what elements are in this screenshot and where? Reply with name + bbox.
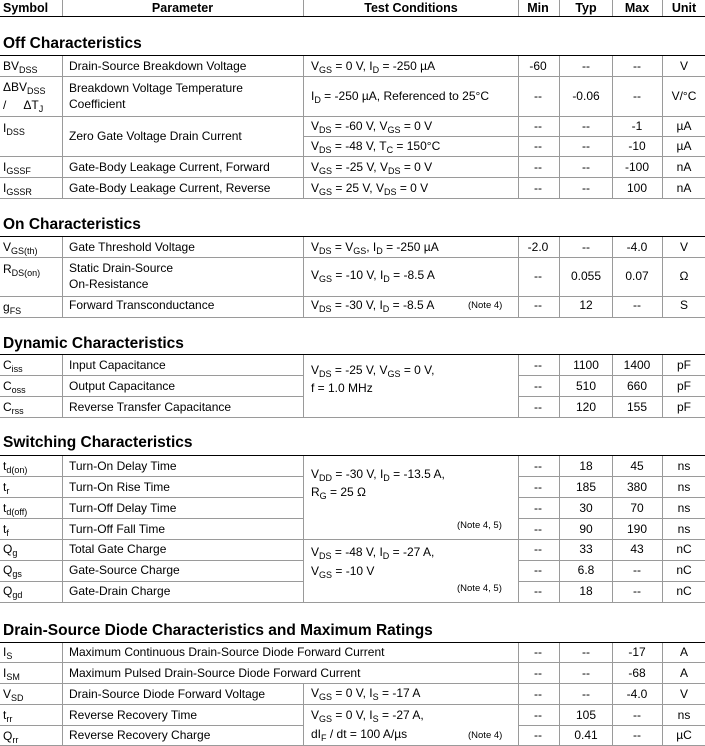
- row-rule: [0, 296, 705, 297]
- param-rdson-line2: On-Resistance: [69, 277, 149, 291]
- cond-vsd: $V_{GS} = 0$ V, $I_S = -17$ A: [311, 686, 421, 702]
- row-rule: [0, 375, 303, 376]
- param-dbv-line2: Coefficient: [69, 97, 126, 111]
- column-divider: [303, 684, 304, 745]
- cond-recovery-line1: $V_{GS} = 0$ V, $I_S = -27$ A,: [311, 708, 424, 724]
- row-rule: [0, 76, 705, 77]
- unit-tdoff: ns: [677, 501, 691, 515]
- column-divider: [62, 56, 63, 198]
- min-idss-1: --: [534, 119, 542, 133]
- unit-dbv: V/°C: [671, 89, 697, 103]
- header-min: Min: [527, 1, 549, 15]
- cond-recovery-line2: $dI_F$ / dt = 100 A/µs: [311, 727, 408, 743]
- column-divider: [518, 237, 519, 317]
- symbol-tdon: $t_{d(on)}$: [3, 459, 28, 475]
- symbol-qrr: $Q_{rr}$: [3, 729, 19, 745]
- symbol-tr: $t_r$: [3, 480, 10, 496]
- note-gfs: (Note 4): [468, 300, 503, 311]
- cond-igssf: $V_{GS} = -25$ V, $V_{DS} = 0$ V: [311, 160, 433, 176]
- symbol-tf: $t_f$: [3, 522, 9, 538]
- typ-trr: 105: [575, 708, 597, 722]
- row-rule: [0, 198, 705, 199]
- column-divider: [559, 355, 560, 417]
- header-unit: Unit: [671, 1, 697, 15]
- unit-bvdss: V: [679, 59, 688, 73]
- min-qg: --: [534, 542, 542, 556]
- param-qgd: Gate-Drain Charge: [69, 584, 171, 598]
- min-vgsth: -2.0: [527, 240, 549, 254]
- cond-switching-line1: $V_{DD} = -30$ V, $I_D = -13.5$ A,: [311, 467, 445, 483]
- header-max: Max: [624, 1, 650, 15]
- typ-tdoff: 30: [579, 501, 593, 515]
- row-rule: [0, 476, 303, 477]
- unit-ciss: pF: [676, 358, 691, 372]
- column-divider: [559, 237, 560, 317]
- min-tdon: --: [534, 459, 542, 473]
- typ-dbv: -0.06: [572, 89, 600, 103]
- symbol-ciss: $C_{iss}$: [3, 358, 23, 374]
- cond-dbv: $I_D = -250$ µA, Referenced to 25°C: [311, 89, 489, 105]
- max-qg: 43: [630, 542, 644, 556]
- symbol-vgsth: $V_{GS(th)}$: [3, 240, 38, 256]
- note-charge: (Note 4, 5): [457, 583, 502, 594]
- row-rule: [0, 581, 303, 582]
- symbol-tdoff: $t_{d(off)}$: [3, 501, 28, 517]
- unit-trr: ns: [677, 708, 691, 722]
- min-is: --: [534, 645, 542, 659]
- unit-crss: pF: [676, 400, 691, 414]
- typ-idss-2: --: [582, 139, 590, 153]
- row-rule: [0, 662, 705, 663]
- max-tdoff: 70: [630, 501, 644, 515]
- cond-rdson: $V_{GS} = -10$ V, $I_D = -8.5$ A: [311, 268, 435, 284]
- cond-igssr: $V_{GS} = 25$ V, $V_{DS} = 0$ V: [311, 181, 429, 197]
- note-switching: (Note 4, 5): [457, 520, 502, 531]
- typ-qgs: 6.8: [577, 563, 595, 577]
- header-divider: [518, 0, 519, 16]
- unit-is: A: [679, 645, 688, 659]
- unit-tdon: ns: [677, 459, 691, 473]
- cond-switching-line2: $R_G = 25$ Ω: [311, 485, 367, 501]
- min-igssf: --: [534, 160, 542, 174]
- column-divider: [303, 56, 304, 198]
- max-tf: 190: [626, 522, 648, 536]
- param-gfs: Forward Transconductance: [69, 298, 215, 312]
- header-divider: [612, 0, 613, 16]
- max-ciss: 1400: [623, 358, 651, 372]
- max-is: -17: [628, 645, 646, 659]
- column-divider: [662, 456, 663, 602]
- max-coss: 660: [626, 379, 648, 393]
- max-qgs: --: [633, 563, 641, 577]
- typ-bvdss: --: [582, 59, 590, 73]
- max-idss-2: -10: [628, 139, 646, 153]
- unit-tf: ns: [677, 522, 691, 536]
- max-crss: 155: [626, 400, 648, 414]
- min-qgd: --: [534, 584, 542, 598]
- symbol-igssf: $I_{GSSF}$: [3, 160, 31, 176]
- param-ciss: Input Capacitance: [69, 358, 166, 372]
- param-igssf: Gate-Body Leakage Current, Forward: [69, 160, 270, 174]
- section-title-diode: Drain-Source Diode Characteristics and Maximum Ratings: [3, 622, 433, 639]
- min-trr: --: [534, 708, 542, 722]
- unit-qg: nC: [676, 542, 692, 556]
- param-rdson-line1: Static Drain-Source: [69, 261, 174, 275]
- param-bvdss: Drain-Source Breakdown Voltage: [69, 59, 247, 73]
- max-qrr: --: [633, 728, 641, 742]
- min-bvdss: -60: [529, 59, 547, 73]
- column-divider: [662, 643, 663, 745]
- symbol-coss: $C_{oss}$: [3, 379, 26, 395]
- min-qgs: --: [534, 563, 542, 577]
- row-rule: [0, 497, 303, 498]
- header-divider: [303, 0, 304, 16]
- column-divider: [612, 56, 613, 198]
- symbol-ism: $I_{SM}$: [3, 666, 20, 682]
- max-qgd: --: [633, 584, 641, 598]
- param-vgsth: Gate Threshold Voltage: [69, 240, 195, 254]
- column-divider: [662, 56, 663, 198]
- max-vsd: -4.0: [626, 687, 648, 701]
- row-rule: [0, 417, 705, 418]
- max-igssf: -100: [624, 160, 650, 174]
- min-crss: --: [534, 400, 542, 414]
- param-tf: Turn-Off Fall Time: [69, 522, 166, 536]
- param-coss: Output Capacitance: [69, 379, 176, 393]
- max-ism: -68: [628, 666, 646, 680]
- row-rule: [0, 539, 705, 540]
- section-rule: [0, 354, 705, 355]
- unit-qgd: nC: [676, 584, 692, 598]
- unit-gfs: S: [679, 298, 688, 312]
- header-parameter: Parameter: [151, 1, 214, 15]
- min-tdoff: --: [534, 501, 542, 515]
- max-gfs: --: [633, 298, 641, 312]
- param-qrr: Reverse Recovery Charge: [69, 728, 211, 742]
- symbol-bvdss: $BV_{DSS}$: [3, 59, 38, 75]
- column-divider: [62, 355, 63, 417]
- header-divider: [662, 0, 663, 16]
- symbol-trr: $t_{rr}$: [3, 708, 13, 724]
- row-rule: [0, 704, 705, 705]
- min-igssr: --: [534, 181, 542, 195]
- row-rule: [0, 518, 303, 519]
- param-qg: Total Gate Charge: [69, 542, 167, 556]
- row-rule: [303, 136, 705, 137]
- min-tr: --: [534, 480, 542, 494]
- section-title-dynamic: Dynamic Characteristics: [3, 335, 184, 352]
- typ-vsd: --: [582, 687, 590, 701]
- column-divider: [518, 643, 519, 745]
- min-coss: --: [534, 379, 542, 393]
- column-divider: [518, 56, 519, 198]
- column-divider: [612, 643, 613, 745]
- symbol-dbv-tj: / $\Delta T_J$: [3, 98, 44, 114]
- column-divider: [62, 237, 63, 317]
- unit-igssf: nA: [676, 160, 692, 174]
- max-idss-1: -1: [631, 119, 643, 133]
- min-gfs: --: [534, 298, 542, 312]
- row-rule: [0, 116, 705, 117]
- min-idss-2: --: [534, 139, 542, 153]
- unit-igssr: nA: [676, 181, 692, 195]
- typ-vgsth: --: [582, 240, 590, 254]
- section-title-off: Off Characteristics: [3, 35, 142, 52]
- symbol-idss: $I_{DSS}$: [3, 121, 25, 137]
- typ-tdon: 18: [579, 459, 593, 473]
- section-rule: [0, 642, 705, 643]
- symbol-qg: $Q_g$: [3, 542, 18, 558]
- header-divider: [62, 0, 63, 16]
- column-divider: [662, 237, 663, 317]
- cond-idss-1: $V_{DS} = -60$ V, $V_{GS} = 0$ V: [311, 119, 433, 135]
- cond-charge-line2: $V_{GS} = -10$ V: [311, 564, 375, 580]
- max-igssr: 100: [626, 181, 648, 195]
- note-recovery: (Note 4): [468, 730, 503, 741]
- symbol-crss: $C_{rss}$: [3, 400, 24, 416]
- typ-tr: 185: [575, 480, 597, 494]
- min-ism: --: [534, 666, 542, 680]
- column-divider: [662, 355, 663, 417]
- row-rule: [0, 257, 705, 258]
- min-qrr: --: [534, 728, 542, 742]
- cond-dynamic-line2: f = 1.0 MHz: [311, 381, 373, 395]
- section-title-switching: Switching Characteristics: [3, 434, 193, 451]
- typ-igssr: --: [582, 181, 590, 195]
- max-bvdss: --: [633, 59, 641, 73]
- section-rule: [0, 55, 705, 56]
- param-tdon: Turn-On Delay Time: [69, 459, 177, 473]
- param-tdoff: Turn-Off Delay Time: [69, 501, 177, 515]
- symbol-gfs: $g_{FS}$: [3, 300, 22, 316]
- row-rule: [0, 683, 705, 684]
- param-trr: Reverse Recovery Time: [69, 708, 198, 722]
- column-divider: [62, 643, 63, 745]
- min-tf: --: [534, 522, 542, 536]
- max-rdson: 0.07: [625, 269, 649, 283]
- unit-vsd: V: [679, 687, 688, 701]
- unit-idss-2: µA: [676, 139, 692, 153]
- unit-qgs: nC: [676, 563, 692, 577]
- column-divider: [62, 456, 63, 602]
- row-rule: [0, 177, 705, 178]
- column-divider: [559, 643, 560, 745]
- typ-tf: 90: [579, 522, 593, 536]
- cond-vgsth: $V_{DS} = V_{GS}$, $I_D = -250$ µA: [311, 240, 439, 256]
- cond-charge-line1: $V_{DS} = -48$ V, $I_D = -27$ A,: [311, 545, 435, 561]
- row-rule: [0, 602, 705, 603]
- symbol-qgs: $Q_{gs}$: [3, 563, 22, 579]
- symbol-dbv: $\Delta BV_{DSS}$: [3, 80, 46, 96]
- max-tr: 380: [626, 480, 648, 494]
- max-tdon: 45: [630, 459, 644, 473]
- cond-idss-2: $V_{DS} = -48$ V, $T_C = 150^\circ C$: [311, 139, 441, 155]
- unit-tr: ns: [677, 480, 691, 494]
- param-crss: Reverse Transfer Capacitance: [69, 400, 232, 414]
- unit-qrr: µC: [676, 728, 692, 742]
- typ-crss: 120: [575, 400, 597, 414]
- param-ism: Maximum Pulsed Drain-Source Diode Forward Current: [69, 666, 361, 680]
- symbol-vsd: $V_{SD}$: [3, 687, 24, 703]
- column-divider: [303, 237, 304, 317]
- min-rdson: --: [534, 269, 542, 283]
- cond-bvdss: $V_{GS} = 0$ V, $I_D = -250$ µA: [311, 59, 436, 75]
- header-symbol: Symbol: [3, 1, 49, 15]
- section-title-on: On Characteristics: [3, 216, 141, 233]
- unit-rdson: Ω: [679, 269, 689, 283]
- typ-ism: --: [582, 666, 590, 680]
- typ-ciss: 1100: [573, 358, 599, 372]
- typ-is: --: [582, 645, 590, 659]
- typ-qrr: 0.41: [574, 728, 598, 742]
- row-rule: [0, 156, 705, 157]
- symbol-rdson: $R_{DS(on)}$: [3, 262, 41, 278]
- row-rule: [0, 560, 303, 561]
- param-qgs: Gate-Source Charge: [69, 563, 180, 577]
- column-divider: [303, 355, 304, 417]
- max-vgsth: -4.0: [626, 240, 648, 254]
- symbol-is: $I_S$: [3, 645, 13, 661]
- max-dbv: --: [633, 89, 641, 103]
- param-idss: Zero Gate Voltage Drain Current: [69, 129, 242, 143]
- row-rule: [0, 317, 705, 318]
- param-tr: Turn-On Rise Time: [69, 480, 170, 494]
- unit-idss-1: µA: [676, 119, 692, 133]
- section-rule: [0, 236, 705, 237]
- param-is: Maximum Continuous Drain-Source Diode Forward Current: [69, 645, 385, 659]
- typ-coss: 510: [575, 379, 597, 393]
- param-vsd: Drain-Source Diode Forward Voltage: [69, 687, 266, 701]
- column-divider: [518, 355, 519, 417]
- column-divider: [559, 456, 560, 602]
- unit-vgsth: V: [679, 240, 688, 254]
- typ-igssf: --: [582, 160, 590, 174]
- unit-ism: A: [679, 666, 688, 680]
- param-dbv-line1: Breakdown Voltage Temperature: [69, 81, 243, 95]
- typ-gfs: 12: [579, 298, 593, 312]
- column-divider: [612, 237, 613, 317]
- param-igssr: Gate-Body Leakage Current, Reverse: [69, 181, 271, 195]
- header-test-conditions: Test Conditions: [364, 1, 458, 15]
- row-rule: [0, 725, 303, 726]
- max-trr: --: [633, 708, 641, 722]
- min-ciss: --: [534, 358, 542, 372]
- column-divider: [559, 56, 560, 198]
- typ-qgd: 18: [579, 584, 593, 598]
- typ-qg: 33: [579, 542, 593, 556]
- cond-dynamic-line1: $V_{DS} = -25$ V, $V_{GS} = 0$ V,: [311, 363, 435, 379]
- min-vsd: --: [534, 687, 542, 701]
- header-typ: Typ: [575, 1, 597, 15]
- min-dbv: --: [534, 89, 542, 103]
- symbol-qgd: $Q_{gd}$: [3, 584, 23, 600]
- header-divider: [559, 0, 560, 16]
- column-divider: [518, 456, 519, 602]
- typ-idss-1: --: [582, 119, 590, 133]
- header-rule: [0, 16, 705, 17]
- column-divider: [612, 355, 613, 417]
- symbol-igssr: $I_{GSSR}$: [3, 181, 32, 197]
- row-rule: [0, 396, 303, 397]
- typ-rdson: 0.055: [570, 269, 602, 283]
- section-rule: [0, 455, 705, 456]
- column-divider: [303, 456, 304, 602]
- cond-gfs: $V_{DS} = -30$ V, $I_D = -8.5$ A: [311, 298, 435, 314]
- unit-coss: pF: [676, 379, 691, 393]
- column-divider: [612, 456, 613, 602]
